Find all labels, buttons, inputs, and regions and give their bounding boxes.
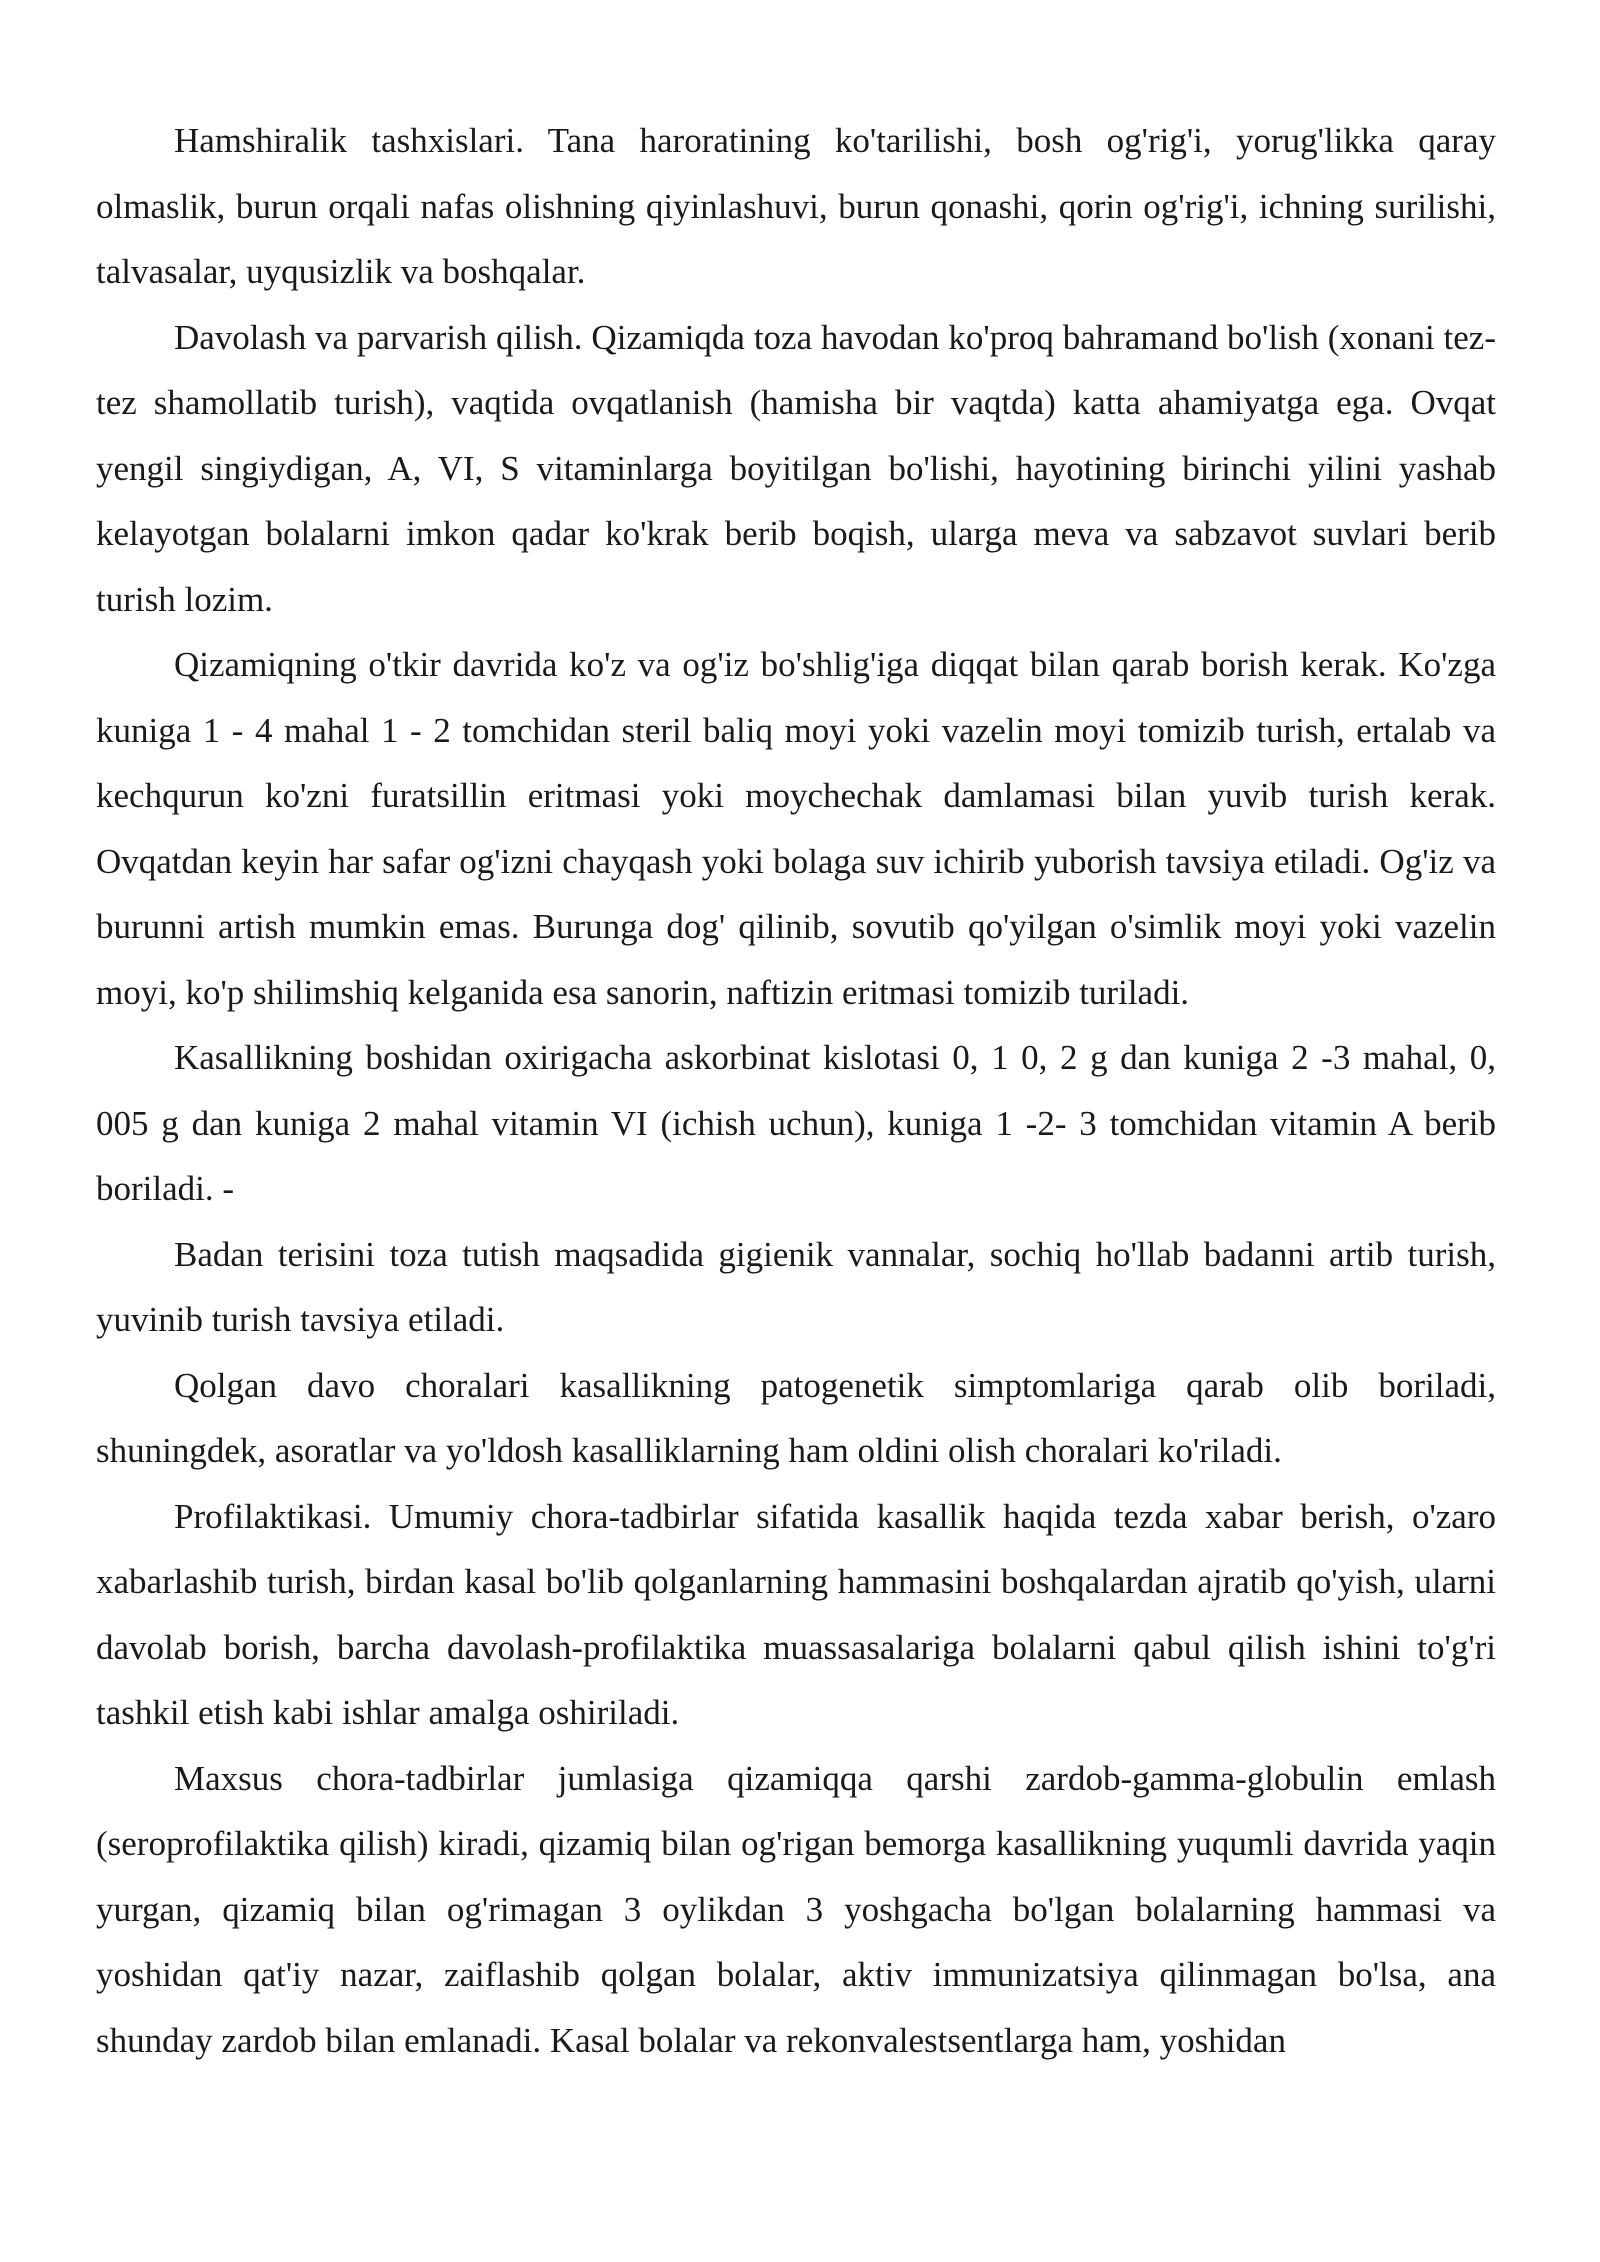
paragraph-acute-period-care: Qizamiqning o'tkir davrida ko'z va og'iz bo'shlig'iga diqqat bilan qarab borish kerak. Ko'zga kuniga 1 - 4 mahal 1 - 2 tomchidan steril baliq moyi yoki vazelin moyi tomizib turish, ertalab va kechqurun ko'zni furatsillin eritmasi yoki moychechak damlamasi bilan yuvib turish kerak. Ovqatdan keyin har safar og'izni chayqash yoki bolaga suv ichirib yuborish tavsiya etiladi. Og'iz va burunni artish mumkin emas. Burunga dog' qilinib, sovutib qo'yilgan o'simlik moyi yoki vazelin moyi, ko'p shilimshiq kelganida esa sanorin, naftizin eritmasi tomizib turiladi. <box>96 645 1496 1012</box>
paragraph-skin-hygiene: Badan terisini toza tutish maqsadida gigienik vannalar, sochiq ho'llab badanni artib turish, yuvinib turish tavsiya etiladi. <box>96 1234 1496 1339</box>
paragraph-other-measures: Qolgan davo choralari kasallikning patogenetik simptomlariga qarab olib boriladi, shuningdek, asoratlar va yo'ldosh kasalliklarning ham oldini olish choralari ko'riladi. <box>96 1365 1496 1470</box>
paragraph-vitamin-therapy: Kasallikning boshidan oxirigacha askorbinat kislotasi 0, 1 0, 2 g dan kuniga 2 -3 mahal, 0, 005 g dan kuniga 2 mahal vitamin VI (ichish uchun), kuniga 1 -2- 3 tomchidan vitamin A berib boriladi. - <box>96 1038 1496 1208</box>
document-page <box>96 108 1496 2073</box>
paragraph-nursing-diagnoses: Hamshiralik tashxislari. Tana haroratining ko'tarilishi, bosh og'rig'i, yorug'likka qaray olmaslik, burun orqali nafas olishning qiyinlashuvi, burun qonashi, qorin og'rig'i, ichning surilishi, talvasalar, uyqusizlik va boshqalar. <box>96 121 1496 291</box>
paragraph-prophylaxis: Profilaktikasi. Umumiy chora-tadbirlar sifatida kasallik haqida tezda xabar berish, o'zaro xabarlashib turish, birdan kasal bo'lib qolganlarning hammasini boshqalardan ajratib qo'yish, ularni davolab borish, barcha davolash-profilaktika muassasalariga bolalarni qabul qilish ishini to'g'ri tashkil etish kabi ishlar amalga oshiriladi. <box>96 1496 1496 1732</box>
paragraph-treatment-and-care: Davolash va parvarish qilish. Qizamiqda toza havodan ko'proq bahramand bo'lish (xonani tez-tez shamollatib turish), vaqtida ovqatlanish (hamisha bir vaqtda) katta ahamiyatga ega. Ovqat yengil singiydigan, A, VI, S vitaminlarga boyitilgan bo'lishi, hayotining birinchi yilini yashab kelayotgan bolalarni imkon qadar ko'krak berib boqish, ularga meva va sabzavot suvlari berib turish lozim. <box>96 317 1496 619</box>
paragraph-special-measures: Maxsus chora-tadbirlar jumlasiga qizamiqqa qarshi zardob-gamma-globulin emlash (seroprofilaktika qilish) kiradi, qizamiq bilan og'rigan bemorga kasallikning yuqumli davrida yaqin yurgan, qizamiq bilan og'rimagan 3 oylikdan 3 yoshgacha bo'lgan bolalarning hammasi va yoshidan qat'iy nazar, zaiflashib qolgan bolalar, aktiv immunizatsiya qilinmagan bo'lsa, ana shunday zardob bilan emlanadi. Kasal bolalar va rekonvalestsentlarga ham, yoshidan <box>96 1758 1496 2060</box>
